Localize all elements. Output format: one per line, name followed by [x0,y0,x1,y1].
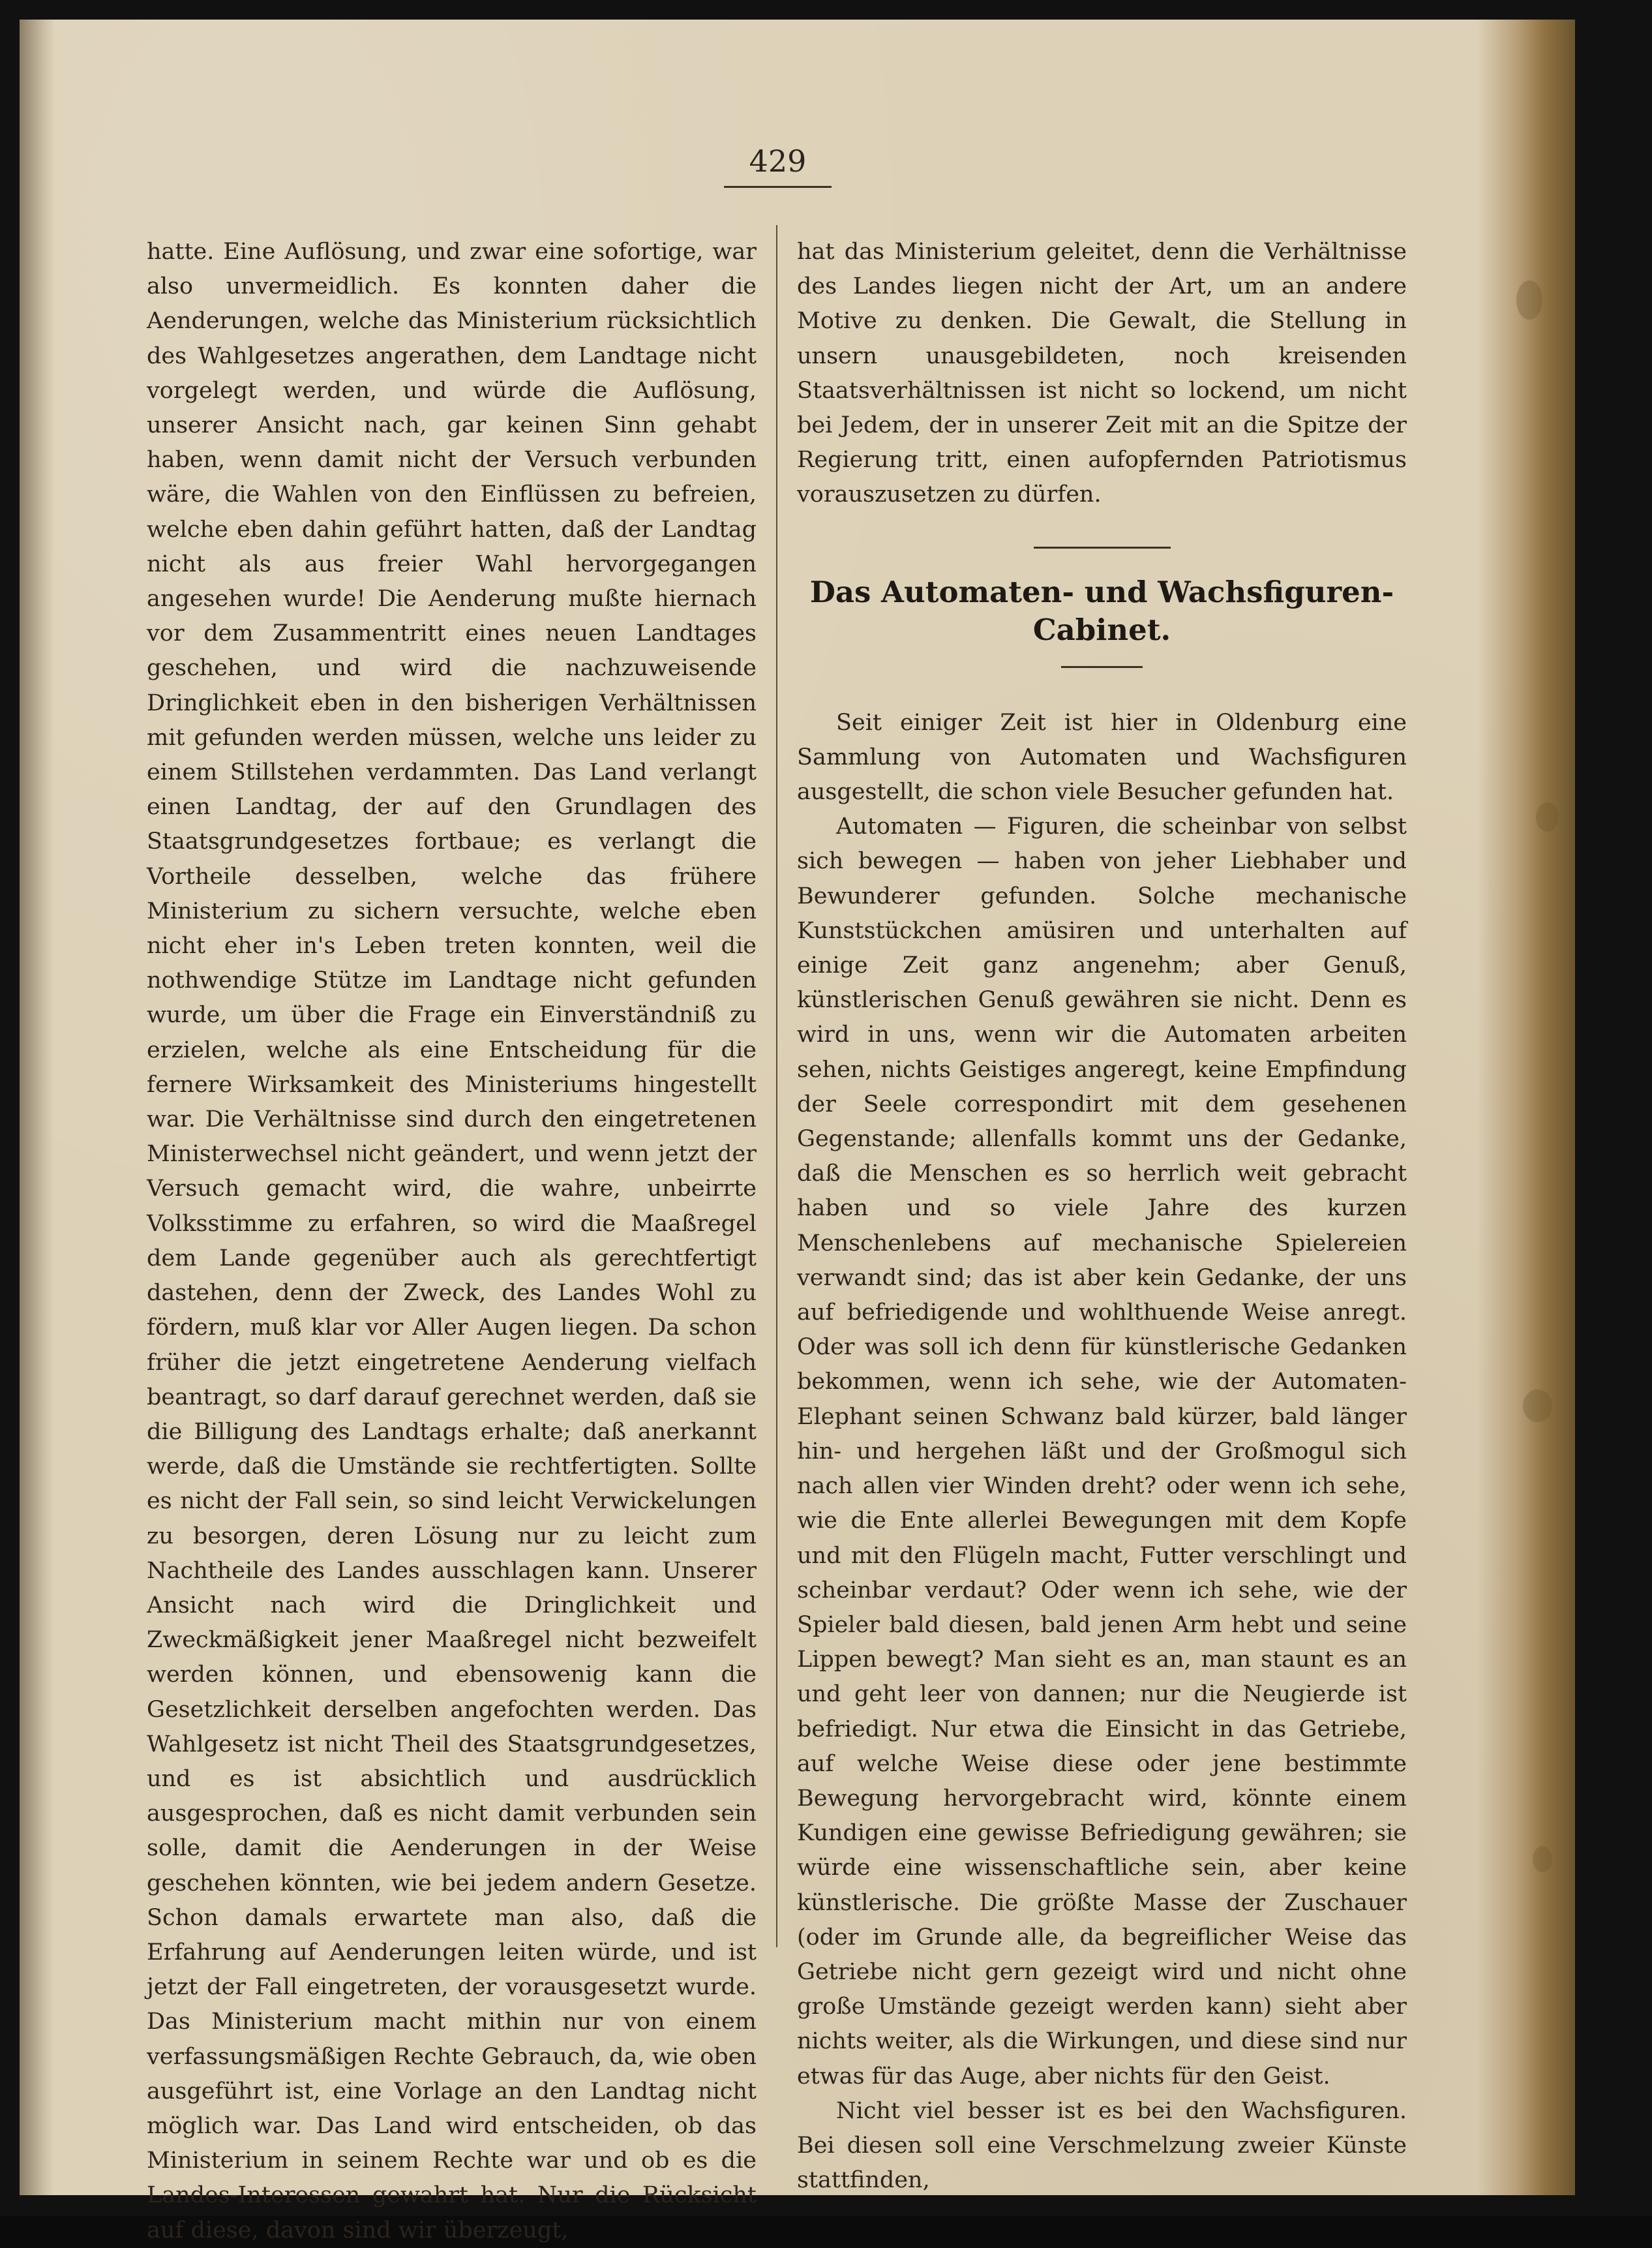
header-rule [724,186,832,188]
article-paragraph: Seit einiger Zeit ist hier in Oldenburg eine Sammlung von Automaten und Wachsfiguren ausgestellt, die schon viele Besucher gefunden hat. [797,709,1407,806]
binding-gutter [20,20,53,2195]
foxing-stain [1536,802,1559,832]
left-column [147,235,757,2248]
worn-page-edge [1477,20,1575,2195]
heading-underline-rule [1061,666,1143,668]
foxing-stain [1523,1390,1552,1422]
left-column-paragraph: hatte. Eine Auflösung, und zwar eine sofortige, war also unvermeidlich. Es konnten daher die Aenderungen, welche das Ministerium rücksichtlich des Wahlgesetzes angerathen, dem Landtage nicht vorgelegt werden, und würde die Auflösung, unserer Ansicht nach, gar keinen Sinn gehabt haben, wenn damit nicht der Versuch verbunden wäre, die Wahlen von den Einflüssen zu befreien, welche eben dahin geführt hatten, daß der Landtag nicht als aus freier Wahl hervorgegangen angesehen wurde! Die Aenderung mußte hiernach vor dem Zusammentritt eines neuen Landtages geschehen, und wird die nachzuweisende Dringlichkeit eben in den bisherigen Verhältnissen mit gefunden werden müssen, welche uns leider zu einem Stillstehen verdammten. Das Land verlangt einen Landtag, der auf den Grundlagen des Staatsgrundgesetzes fortbaue; es verlangt die Vortheile desselben, welche das frühere Ministerium zu sichern versuchte, welche eben nicht eher in's Leben treten konnten, weil die nothwendige Stütze im Landtage nicht gefunden wurde, um über die Frage ein Einverständniß zu erzielen, welche als eine Entscheidung für die fernere Wirksamkeit des Ministeriums hingestellt war. Die Verhältnisse sind durch den eingetretenen Ministerwechsel nicht geändert, und wenn jetzt der Versuch gemacht wird, die wahre, unbeirrte Volksstimme zu erfahren, so wird die Maaßregel dem Lande gegenüber auch als gerechtfertigt dastehen, denn der Zweck, des Landes Wohl zu fördern, muß klar vor Aller Augen liegen. Da schon früher die jetzt eingetretene Aenderung vielfach beantragt, so darf darauf gerechnet werden, daß sie die Billigung des Landtags erhalte; daß anerkannt werde, daß die Umstände sie rechtfertigten. Sollte es nicht der Fall sein, so sind leicht Verwickelungen zu besorgen, deren Lösung nur zu leicht zum Nachtheile des Landes ausschlagen kann. Unserer Ansicht nach wird die Dringlichkeit und Zweckmäßigkeit jener Maaßregel nicht bezweifelt werden können, und ebensowenig kann die Gesetzlichkeit derselben angefochten werden. Das Wahlgesetz ist nicht Theil des Staatsgrundgesetzes, und es ist absichtlich und ausdrücklich ausgesprochen, daß es nicht damit verbunden sein solle, damit die Aenderungen in der Weise geschehen könnten, wie bei jedem andern Gesetze. Schon damals erwartete man also, daß die Erfahrung auf Aenderungen leiten würde, und ist jetzt der Fall eingetreten, der vorausgesetzt wurde. Das Ministerium macht mithin nur von einem verfassungsmäßigen Rechte Gebrauch, da, wie oben ausgeführt ist, eine Vorlage an den Landtag nicht möglich war. Das Land wird entscheiden, ob das Ministerium in seinem Rechte war und ob es die Landes-Interessen gewahrt hat. Nur die Rücksicht auf diese, davon sind wir überzeugt, [147,239,757,2243]
column-divider [776,225,777,1947]
right-column-intro-paragraph: hat das Ministerium geleitet, denn die Verhältnisse des Landes liegen nicht der Art, um an andere Motive zu denken. Die Gewalt, die Stellung in unsern unausgebildeten, noch kreisenden Staatsverhältnissen ist nicht so lockend, um nicht bei Jedem, der in unserer Zeit mit an die Spitze der Regierung tritt, einen aufopfernden Patriotismus vorauszusetzen zu dürfen. [797,239,1407,508]
article-paragraph: Automaten — Figuren, die scheinbar von selbst sich bewegen — haben von jeher Liebhaber und Bewunderer gefunden. Solche mechanische Kunststückchen amüsiren und unterhalten auf einige Zeit ganz angenehm; aber Genuß, künstlerischen Genuß gewähren sie nicht. Denn es wird in uns, wenn wir die Automaten arbeiten sehen, nichts Geistiges angeregt, keine Empfindung der Seele correspondirt mit dem gesehenen Gegenstande; allenfalls kommt uns der Gedanke, daß die Menschen es so herrlich weit gebracht haben und so viele Jahre des kurzen Menschenlebens auf mechanische Spielereien verwandt sind; das ist aber kein Gedanke, der uns auf befriedigende und wohlthuende Weise anregt. Oder was soll ich denn für künstlerische Gedanken bekommen, wenn ich sehe, wie der Automaten-Elephant seinen Schwanz bald kürzer, bald länger hin- und hergehen läßt und der Großmogul sich nach allen vier Winden dreht? oder wenn ich sehe, wie die Ente allerlei Bewegungen mit dem Kopfe und mit den Flügeln macht, Futter verschlingt und scheinbar verdaut? Oder wenn ich sehe, wie der Spieler bald diesen, bald jenen Arm hebt und seine Lippen bewegt? Man sieht es an, man staunt es an und geht leer von dannen; nur die Neugierde ist befriedigt. Nur etwa die Einsicht in das Getriebe, auf welche Weise diese oder jene bestimmte Bewegung hervorgebracht wird, könnte einem Kundigen eine gewisse Befriedigung gewähren; sie würde eine wissenschaftliche sein, aber keine künstlerische. Die größte Masse der Zuschauer (oder im Grunde alle, da begreiflicher Weise das Getriebe nicht gern gezeigt wird und nicht ohne große Umstände gezeigt werden kann) sieht aber nichts weiter, als die Wirkungen, und diese sind nur etwas für das Auge, aber nichts für den Geist. [797,813,1407,2089]
section-separator-rule [1034,547,1171,549]
article-heading: Das Automaten- und Wachsfiguren-Cabinet. [809,574,1394,647]
foxing-stain [1516,281,1542,320]
article-paragraph: Nicht viel besser ist es bei den Wachsfiguren. Bei diesen soll eine Verschmelzung zweier Künste stattfinden, [797,2097,1407,2194]
foxing-stain [1533,1846,1552,1872]
page-number: 429 [749,144,807,179]
right-column [797,235,1407,2198]
